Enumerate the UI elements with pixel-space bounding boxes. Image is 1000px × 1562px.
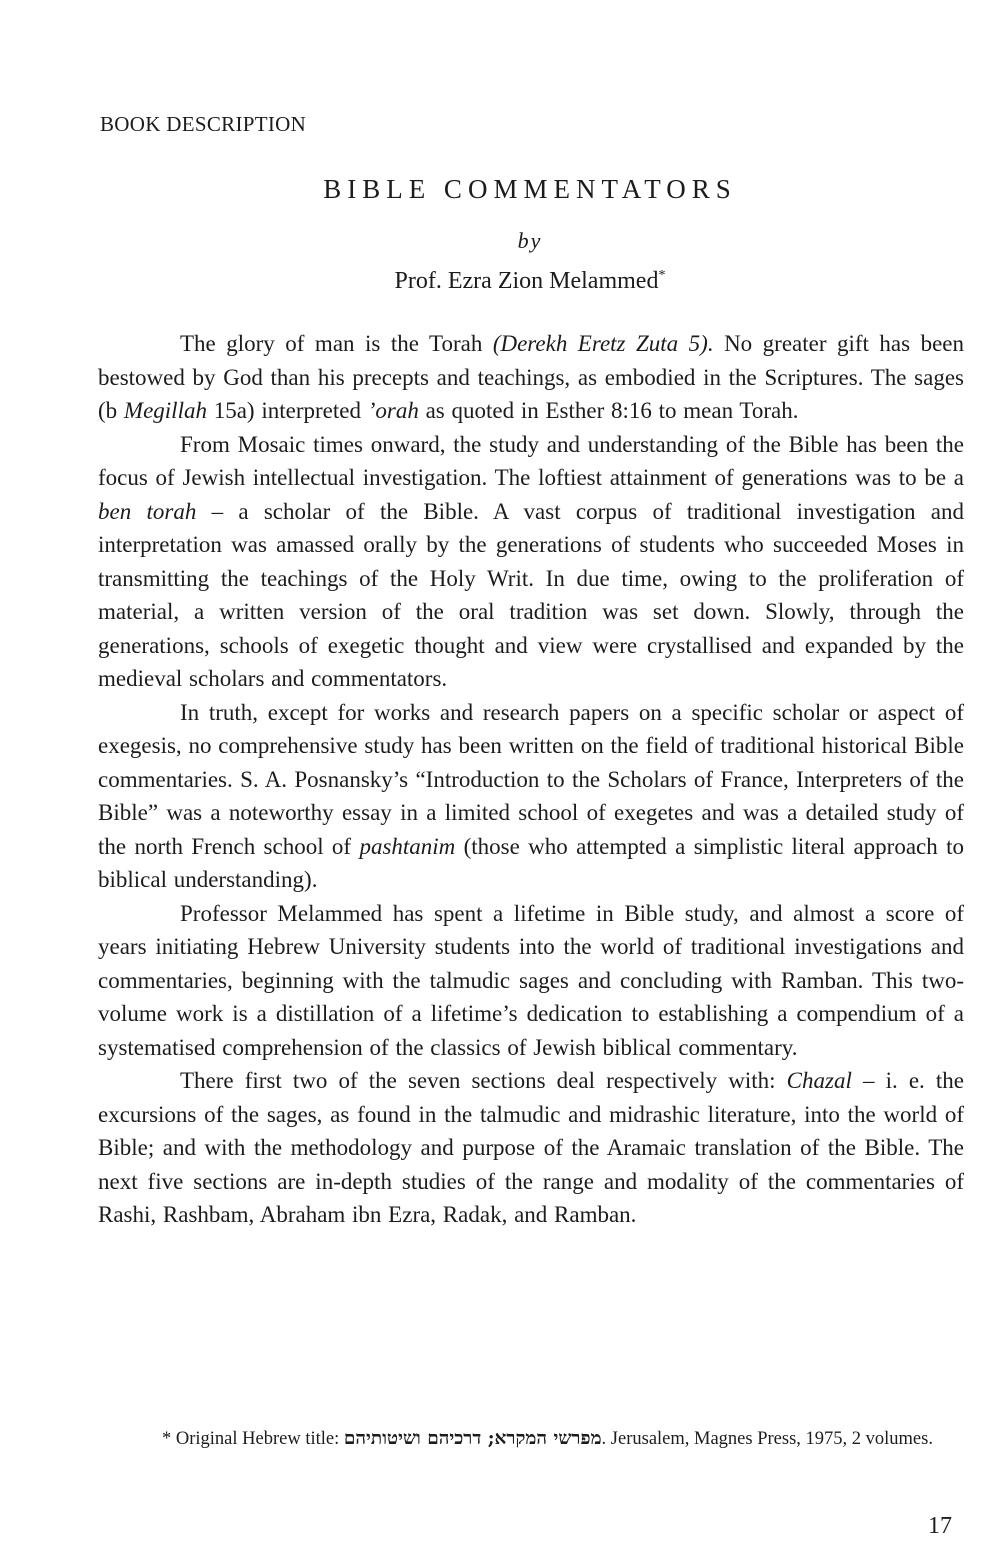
paragraph-1-text-2: No greater gift has been bestowed by God than his precepts and teachings, as embodied in the Scriptures. The sages (b	[98, 331, 964, 423]
paragraph-5-text-1: There first two of the seven sections deal respectively with:	[180, 1068, 787, 1093]
paragraph-4	[98, 897, 964, 1065]
paragraph-1-text-1: The glory of man is the Torah	[180, 331, 493, 356]
paragraph-5-term: Chazal	[786, 1068, 852, 1093]
author-name	[0, 268, 1000, 295]
footnote-publication: . Jerusalem, Magnes Press, 1975, 2 volumes.	[601, 1429, 933, 1449]
paragraph-3-text-2: (those who attempted a simplistic literal approach to biblical understanding).	[98, 833, 964, 892]
footnote-marker: *	[658, 268, 666, 283]
paragraph-5-text-2: – i. e. the excursions of the sages, as found in the talmudic and midrashic literature, into the world of Bible; and with the methodology and purpose of the Aramaic translation of the Bible. The next five sections are in-depth studies of the range and modality of the commentaries of Rashi, Rashbam, Abraham ibn Ezra, Radak, and Ramban.	[98, 1068, 964, 1227]
footnote	[96, 1424, 964, 1454]
paragraph-3-text-1: In truth, except for works and research papers on a specific scholar or aspect of exegesis, no comprehensive study has been written on the field of traditional historical Bible commentaries. S. A. Posnansky’s “Introduction to the Scholars of France, Interpreters of the Bible” was a noteworthy essay in a limited school of exegetes and was a detailed study of the north French school of	[98, 699, 964, 859]
paragraph-1-text-4: as quoted in Esther 8:16 to mean Torah.	[418, 398, 799, 423]
paragraph-3-term: pashtanim	[359, 833, 456, 859]
paragraph-2-term: ben torah	[98, 498, 197, 524]
footnote-hebrew-title: מפרשי המקרא; דרכיהם ושיטותיהם	[343, 1428, 602, 1449]
paragraph-1-text-3: 15a) interpreted	[206, 398, 368, 423]
paragraph-5	[98, 1064, 964, 1232]
paragraph-1-citation: (Derekh Eretz Zuta 5).	[492, 331, 714, 356]
author-name-text: Prof. Ezra Zion Melammed	[394, 268, 659, 294]
paragraph-4-text-1: Professor Melammed has spent a lifetime in Bible study, and almost a score of years initiating Hebrew University students into the world of traditional investigations and commentaries, beginning with the talmudic sages and concluding with Ramban. This two-volume work is a distillation of a lifetime’s dedication to establishing a compendium of a systematised comprehension of the classics of Jewish biblical commentary.	[98, 900, 964, 1060]
footnote-label: Original Hebrew title:	[171, 1429, 344, 1449]
paragraph-3	[98, 696, 964, 897]
article-title: BIBLE COMMENTATORS	[323, 174, 737, 204]
paragraph-2-text-2: – a scholar of the Bible. A vast corpus of traditional investigation and interpretation was amassed orally by the generations of students who succeeded Moses in transmitting the teachings of the Holy Writ. In due time, owing to the proliferation of material, a written version of the oral tradition was set down. Slowly, through the generations, schools of exegetic thought and view were crystallised and expanded by the medieval scholars and commentators.	[98, 498, 964, 691]
page-number: 17	[928, 1513, 952, 1539]
article-body	[98, 327, 964, 1232]
paragraph-2-text-1: From Mosaic times onward, the study and understanding of the Bible has been the focus of Jewish intellectual investigation. The loftiest attainment of generations was to be a	[98, 431, 964, 490]
paragraph-1	[98, 327, 964, 428]
footnote-marker-symbol: *	[162, 1429, 172, 1449]
paragraph-2	[98, 428, 964, 696]
section-label: BOOK DESCRIPTION	[100, 112, 307, 136]
paragraph-1-term: ’orah	[367, 398, 419, 423]
paragraph-1-tractate: Megillah	[123, 398, 207, 423]
byline-by: by	[517, 228, 543, 253]
